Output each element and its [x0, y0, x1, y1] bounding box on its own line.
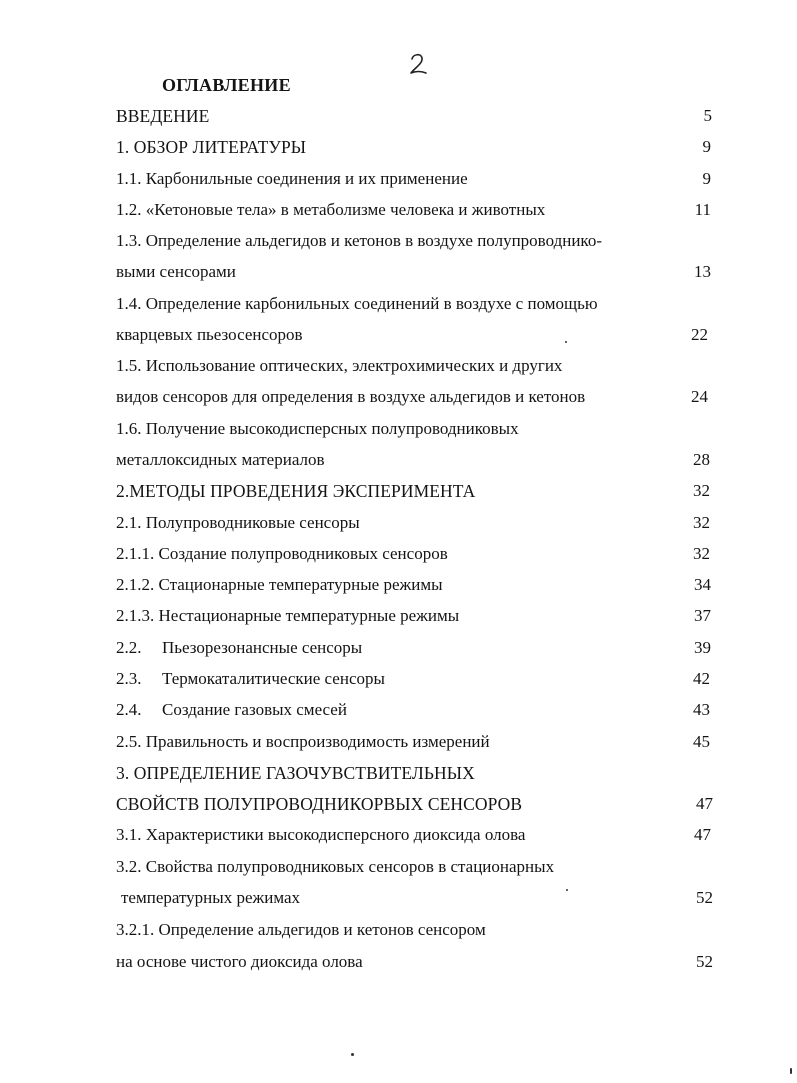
toc-entry-page: 32: [693, 513, 710, 532]
toc-entry-3-2-1: [0, 918, 797, 942]
toc-entry-1-3: [0, 229, 797, 253]
toc-entry-1-4: [0, 292, 797, 316]
toc-entry-page: 11: [694, 200, 711, 219]
toc-entry-page: 47: [696, 794, 713, 813]
toc-entry-text: 1.1. Карбонильные соединения и их применение: [116, 169, 468, 188]
toc-entry-chapter-3-continued: [0, 792, 797, 816]
toc-entry-page: 39: [694, 638, 711, 657]
toc-entry-1-1: [0, 167, 797, 191]
toc-entry-text: 3.1. Характеристики высокодисперсного диоксида олова: [116, 825, 526, 844]
toc-entry-1-3-continued: [0, 260, 797, 284]
toc-entry-page: 22: [691, 325, 708, 344]
toc-entry-2-4: [0, 698, 797, 722]
toc-entry-page: 9: [702, 137, 711, 156]
toc-entry-text: 2.1.2. Стационарные температурные режимы: [116, 575, 443, 594]
toc-entry-2-2: [0, 636, 797, 660]
toc-entry-text: 2.МЕТОДЫ ПРОВЕДЕНИЯ ЭКСПЕРИМЕНТА: [116, 481, 476, 501]
toc-entry-page: 9: [702, 169, 711, 188]
toc-title: ОГЛАВЛЕНИЕ: [162, 75, 291, 95]
scan-speck: [790, 1068, 792, 1074]
toc-entry-chapter-2: [0, 479, 797, 503]
toc-entry-page: 52: [696, 888, 713, 907]
toc-entry-text: СВОЙСТВ ПОЛУПРОВОДНИКОРВЫХ СЕНСОРОВ: [116, 794, 523, 814]
toc-entry-2-1-1: [0, 542, 797, 566]
toc-entry-text: выми сенсорами: [116, 262, 236, 281]
toc-entry-2-1: [0, 511, 797, 535]
toc-entry-1-2: [0, 198, 797, 222]
toc-entry-text: 1.4. Определение карбонильных соединений в воздухе с помощью: [116, 294, 598, 313]
toc-entry-number: 2.2.: [116, 638, 142, 657]
toc-entry-text: 3. ОПРЕДЕЛЕНИЕ ГАЗОЧУВСТВИТЕЛЬНЫХ: [116, 763, 475, 783]
toc-entry-text: 2.5. Правильность и воспроизводимость измерений: [116, 732, 490, 751]
toc-entry-text: 3.2.1. Определение альдегидов и кетонов сенсором: [116, 920, 486, 939]
toc-entry-text: температурных режимах: [121, 888, 301, 907]
toc-entry-chapter-3: [0, 761, 797, 785]
toc-entry-text: 3.2. Свойства полупроводниковых сенсоров в стационарных: [116, 857, 555, 876]
toc-entry-2-5: [0, 730, 797, 754]
toc-entry-page: 45: [693, 732, 710, 751]
toc-entry-1-4-continued: [0, 323, 797, 347]
toc-entry-2-3: [0, 667, 797, 691]
toc-entry-page: 5: [703, 106, 712, 125]
toc-entry-text: видов сенсоров для определения в воздухе альдегидов и кетонов: [116, 387, 586, 406]
toc-entry-text: 1. ОБЗОР ЛИТЕРАТУРЫ: [116, 137, 307, 157]
toc-entry-text: 1.5. Использование оптических, электрохимических и других: [116, 356, 563, 375]
toc-entry-introduction: [0, 104, 797, 128]
toc-entry-page: 47: [694, 825, 711, 844]
toc-entry-page: 32: [693, 544, 710, 563]
toc-entry-text: 2.1.3. Нестационарные температурные режимы: [116, 606, 460, 625]
scan-speck: [565, 341, 567, 343]
toc-entry-3-2: [0, 855, 797, 879]
toc-entry-text: 1.6. Получение высокодисперсных полупроводниковых: [116, 419, 519, 438]
toc-entry-text: 2.1.1. Создание полупроводниковых сенсоров: [116, 544, 448, 563]
toc-entry-1-5: [0, 354, 797, 378]
toc-entry-3-1: [0, 823, 797, 847]
toc-entry-label: Пьезорезонансные сенсоры: [162, 638, 363, 657]
toc-entry-label: Термокаталитические сенсоры: [162, 669, 385, 688]
toc-entry-2-1-3: [0, 604, 797, 628]
toc-entry-2-1-2: [0, 573, 797, 597]
toc-entry-number: 2.3.: [116, 669, 142, 688]
toc-entry-3-2-continued: [0, 886, 797, 910]
toc-entry-page: 28: [693, 450, 710, 469]
toc-entry-page: 37: [694, 606, 711, 625]
toc-entry-text: 1.3. Определение альдегидов и кетонов в воздухе полупроводнико-: [116, 231, 602, 250]
toc-entry-page: 24: [691, 387, 708, 406]
toc-entry-1-5-continued: [0, 385, 797, 409]
toc-entry-page: 34: [694, 575, 711, 594]
toc-entry-number: 2.4.: [116, 700, 142, 719]
toc-entry-page: 13: [694, 262, 711, 281]
scan-speck: [351, 1053, 354, 1056]
toc-entry-text: на основе чистого диоксида олова: [116, 952, 363, 971]
scan-speck: [566, 889, 568, 891]
toc-entry-chapter-1: [0, 135, 797, 159]
handwritten-two-glyph: [407, 50, 431, 80]
toc-entry-text: ВВЕДЕНИЕ: [116, 106, 210, 126]
toc-entry-page: 42: [693, 669, 710, 688]
toc-entry-text: 1.2. «Кетоновые тела» в метаболизме человека и животных: [116, 200, 546, 219]
toc-entry-page: 43: [693, 700, 710, 719]
toc-entry-page: 52: [696, 952, 713, 971]
handwritten-page-number: [407, 50, 431, 80]
toc-entry-text: 2.1. Полупроводниковые сенсоры: [116, 513, 360, 532]
toc-entry-3-2-1-continued: [0, 950, 797, 974]
toc-entry-text: кварцевых пьезосенсоров: [116, 325, 303, 344]
toc-entry-text: металлоксидных материалов: [116, 450, 325, 469]
toc-entry-page: 32: [693, 481, 710, 500]
toc-entry-label: Создание газовых смесей: [162, 700, 347, 719]
toc-entry-1-6-continued: [0, 448, 797, 472]
toc-entry-1-6: [0, 417, 797, 441]
